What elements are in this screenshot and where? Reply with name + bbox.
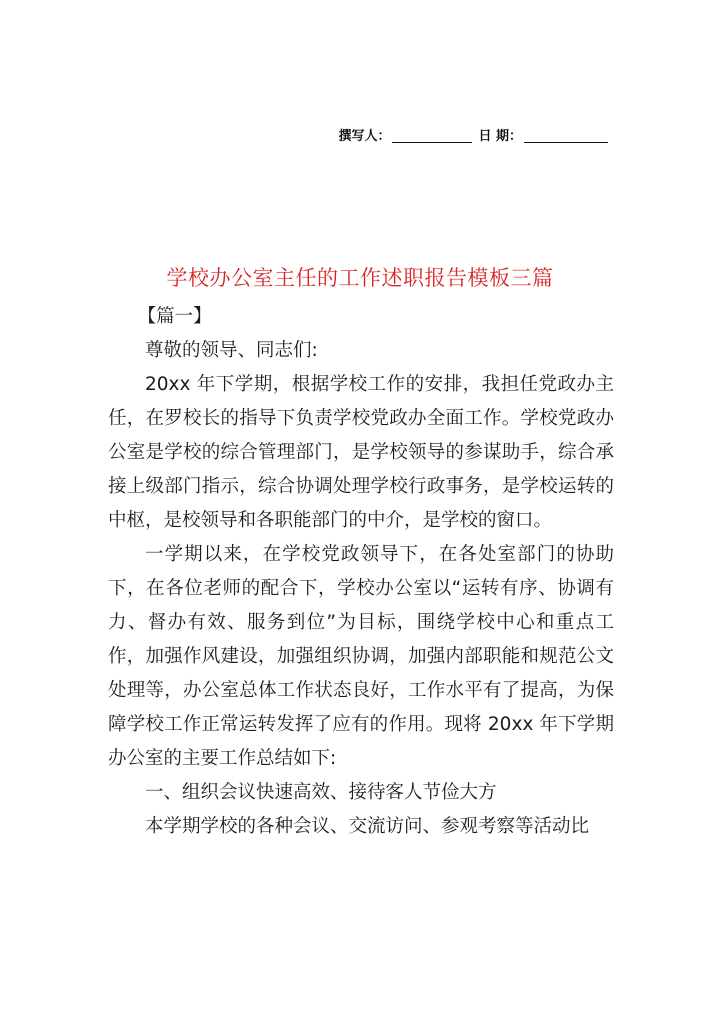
document-title: 学校办公室主任的工作述职报告模板三篇 [166,266,554,290]
document-body [108,300,614,844]
paragraph: 一学期以来，在学校党政领导下，在各处室部门的协助下，在各位老师的配合下，学校办公室以“运转有序、协调有力、督办有效、服务到位”为目标，围绕学校中心和重点工作，加强作风建设，加强组织协调，加强内部职能和规范公文处理等，办公室总体工作状态良好，工作水平有了提高，为保障学校工作正常运转发挥了应有的作用。现将 20xx 年下学期办公室的主要工作总结如下: [108,544,614,769]
paragraph: 本学期学校的各种会议、交流访问、参观考察等活动比 [145,816,590,837]
salutation: 尊敬的领导、同志们: [145,340,318,361]
date-label: 日 期： [478,129,522,144]
section-heading: 一、组织会议快速高效、接待客人节俭大方 [145,782,497,803]
paragraph: 20xx 年下学期，根据学校工作的安排，我担任党政办主任，在罗校长的指导下负责学校党政办全面工作。学校党政办公室是学校的综合管理部门，是学校领导的参谋助手，综合承接上级部门指示，综合协调处理学校行政事务，是学校运转的中枢，是校领导和各职能部门的中介，是学校的窗口。 [108,374,614,531]
writer-label: 撰写人： [338,129,391,144]
section-tag: 【篇一】 [137,306,212,327]
date-blank [524,128,608,143]
header-signature-line [338,125,612,144]
writer-blank [392,128,472,143]
